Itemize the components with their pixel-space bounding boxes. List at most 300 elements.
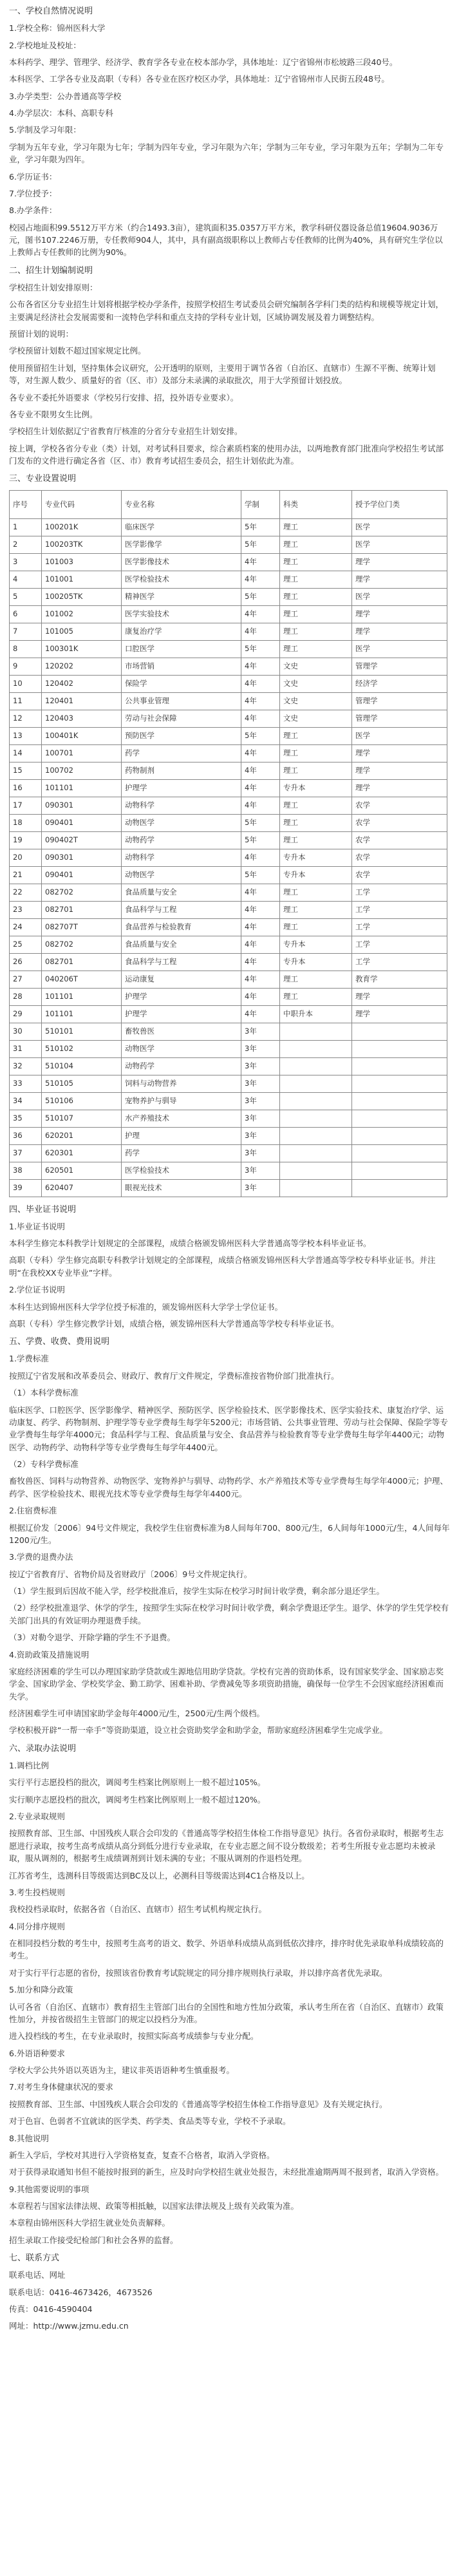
- table-cell: 4年: [241, 918, 280, 936]
- table-cell: 100301K: [42, 640, 122, 658]
- table-cell: 100205TK: [42, 588, 122, 605]
- table-cell: 畜牧兽医: [122, 1023, 241, 1040]
- table-cell: 食品科学与工程: [122, 953, 241, 971]
- paragraph: 本科生达到锦州医科大学学位授予标准的，颁发锦州医科大学学士学位证书。: [9, 1302, 283, 1312]
- paragraph: 对于获得录取通知书但不能按时报到的新生，应及时向学校招生就业处报告，未经批准逾期两周不报到者，取消入学资格。: [9, 2167, 444, 2177]
- table-cell: 水产养殖技术: [122, 1110, 241, 1127]
- table-cell: 农学: [352, 797, 447, 814]
- table-cell: 理工: [280, 536, 352, 553]
- table-cell: 理工: [280, 797, 352, 814]
- table-cell: 工学: [352, 953, 447, 971]
- table-cell: 公共事业管理: [122, 692, 241, 710]
- table-cell: 文史: [280, 658, 352, 675]
- table-row: [10, 692, 447, 710]
- table-cell: 4年: [241, 797, 280, 814]
- table-cell: 劳动与社会保障: [122, 710, 241, 727]
- majors-table: [9, 490, 447, 1197]
- paragraph: （2）经学校批准退学、休学的学生，按照学生实际在校学习时间计收学费，剩余学费退还学生。退学、休学的学生凭学校有关部门出具的有效证明办理退费手续。: [9, 1603, 449, 1625]
- paragraph: （1）学生报到后因故不能入学，经学校批准后，按学生实际在校学习时间计收学费，剩余部分退还学生。: [9, 1586, 384, 1596]
- table-cell: 20: [10, 849, 42, 866]
- section-heading: 三、专业设置说明: [9, 474, 77, 484]
- table-header-cell: 序号: [10, 490, 42, 518]
- table-cell: 医学检验技术: [122, 1162, 241, 1179]
- conditions-title: 8.办学条件：: [9, 205, 57, 216]
- table-row: [10, 1110, 447, 1127]
- table-cell: 5年: [241, 588, 280, 605]
- table-cell: 管理学: [352, 658, 447, 675]
- table-row: [10, 831, 447, 849]
- table-cell: 38: [10, 1162, 42, 1179]
- table-cell: 4年: [241, 988, 280, 1005]
- table-cell: 护理: [122, 1127, 241, 1144]
- section-certificates: [9, 1204, 450, 1331]
- table-cell: 24: [10, 918, 42, 936]
- table-row: [10, 727, 447, 744]
- table-row: [10, 553, 447, 571]
- table-cell: 理工: [280, 518, 352, 536]
- paragraph: 对于色盲、色弱者不宜就读的医学类、药学类、食品类等专业，学校不予录取。: [9, 2116, 291, 2126]
- table-cell: 理学: [352, 779, 447, 797]
- section-majors: [9, 473, 450, 1197]
- table-cell: 39: [10, 1179, 42, 1197]
- paragraph: 学校预留计划数不超过国家规定比例。: [9, 346, 146, 356]
- table-row: [10, 518, 447, 536]
- table-cell: 食品质量与安全: [122, 884, 241, 901]
- table-cell: 040206T: [42, 971, 122, 988]
- table-cell: 医学: [352, 640, 447, 658]
- table-cell: 医学: [352, 727, 447, 744]
- table-row: [10, 901, 447, 918]
- table-cell: 理学: [352, 1005, 447, 1023]
- table-cell: 理学: [352, 623, 447, 640]
- table-header-cell: 科类: [280, 490, 352, 518]
- table-cell: 工学: [352, 936, 447, 953]
- table-cell: 100702: [42, 762, 122, 779]
- table-cell: 082707T: [42, 918, 122, 936]
- table-cell: 4年: [241, 692, 280, 710]
- table-cell: 101101: [42, 779, 122, 797]
- table-cell: 090301: [42, 797, 122, 814]
- table-cell: 620201: [42, 1127, 122, 1144]
- paragraph: 高职（专科）学生修完教学计划，成绩合格，颁发锦州医科大学普通高等学校专科毕业证书。: [9, 1318, 339, 1329]
- subheading: 7.对考生身体健康状况的要求: [9, 2082, 113, 2092]
- paragraph: 使用预留招生计划，坚持集体会议研究，公开透明的原则，主要用于调节各省（自治区、直辖市）生源不平衡、统筹计划等，对生源人数少、质量好的省（区、市）及部分未录满的录取批次，用于大学预留计划投放。: [9, 363, 436, 386]
- length-text: 学制为五年专业，学习年限为七年；学制为四年专业，学习年限为六年；学制为三年专业，学习年限为五年；学制为二年专业，学习年限为四年。: [9, 142, 444, 165]
- table-cell: 理工: [280, 814, 352, 831]
- table-cell: 120402: [42, 675, 122, 692]
- table-cell: 3年: [241, 1023, 280, 1040]
- table-cell: 4年: [241, 553, 280, 571]
- table-cell: 医学: [352, 536, 447, 553]
- table-cell: 食品营养与检验教育: [122, 918, 241, 936]
- subheading: 1.调档比例: [9, 1760, 49, 1770]
- table-cell: 5年: [241, 866, 280, 884]
- subheading: 1.学费标准: [9, 1354, 49, 1364]
- table-cell: [280, 1023, 352, 1040]
- table-cell: 29: [10, 1005, 42, 1023]
- table-cell: 510104: [42, 1057, 122, 1075]
- subheading: 2.专业录取规则: [9, 1812, 65, 1822]
- table-cell: 3年: [241, 1092, 280, 1110]
- table-row: [10, 1057, 447, 1075]
- table-cell: 5年: [241, 831, 280, 849]
- table-cell: 28: [10, 988, 42, 1005]
- section-admission: [9, 1743, 450, 2246]
- table-cell: [352, 1040, 447, 1057]
- table-cell: 理工: [280, 918, 352, 936]
- table-cell: 理学: [352, 988, 447, 1005]
- contact-phone: 联系电话：0416-4673426，4673526: [9, 2287, 153, 2297]
- table-cell: 预防医学: [122, 727, 241, 744]
- table-cell: [280, 1144, 352, 1162]
- table-cell: 3年: [241, 1179, 280, 1197]
- table-cell: 4年: [241, 953, 280, 971]
- table-row: [10, 640, 447, 658]
- table-cell: 医学: [352, 588, 447, 605]
- table-cell: 农学: [352, 831, 447, 849]
- table-cell: 18: [10, 814, 42, 831]
- table-cell: [280, 1092, 352, 1110]
- address-text: 本科药学、理学、管理学、经济学、教育学各专业在校本部办学，具体地址：辽宁省锦州市松坡路三段40号。: [9, 57, 398, 67]
- table-cell: 9: [10, 658, 42, 675]
- degree-line: 6.学历证书：: [9, 171, 57, 182]
- table-cell: 4年: [241, 744, 280, 762]
- table-cell: 100201K: [42, 518, 122, 536]
- address-title: 2.学校地址及校址：: [9, 40, 81, 50]
- table-cell: 医学实验技术: [122, 605, 241, 623]
- paragraph: 实行平行志愿投档的批次，调阅考生档案比例原则上一般不超过105%。: [9, 1777, 266, 1788]
- section-plan: [9, 265, 450, 468]
- table-row: [10, 1075, 447, 1092]
- contact-website-link[interactable]: 网址：http://www.jzmu.edu.cn: [9, 2321, 129, 2331]
- table-cell: 13: [10, 727, 42, 744]
- table-cell: 101005: [42, 623, 122, 640]
- table-cell: 120403: [42, 710, 122, 727]
- table-cell: [280, 1057, 352, 1075]
- table-cell: 23: [10, 901, 42, 918]
- table-cell: 4年: [241, 849, 280, 866]
- table-cell: 文史: [280, 710, 352, 727]
- table-cell: 35: [10, 1110, 42, 1127]
- table-cell: 医学影像学: [122, 536, 241, 553]
- table-cell: [280, 1040, 352, 1057]
- table-header-cell: 授予学位门类: [352, 490, 447, 518]
- table-cell: 食品质量与安全: [122, 936, 241, 953]
- campus-text: 本科医学、工学各专业及高职（专科）各专业在医疗校区办学，具体地址：辽宁省锦州市人民街五段48号。: [9, 74, 389, 84]
- table-cell: [280, 1179, 352, 1197]
- table-row: [10, 658, 447, 675]
- table-cell: 32: [10, 1057, 42, 1075]
- table-cell: 15: [10, 762, 42, 779]
- table-row: [10, 536, 447, 553]
- table-cell: 14: [10, 744, 42, 762]
- subheading: 4.同分排序规则: [9, 1921, 65, 1931]
- paragraph: 进入投档线的考生，在专业录取时，按照实际高考成绩参与专业分配。: [9, 2031, 259, 2041]
- table-row: [10, 953, 447, 971]
- table-cell: 中职升本: [280, 1005, 352, 1023]
- table-cell: 3年: [241, 1162, 280, 1179]
- paragraph: 各专业不限男女生比例。: [9, 409, 98, 419]
- subheading: 9.其他需要说明的事项: [9, 2184, 89, 2194]
- table-cell: 4年: [241, 1005, 280, 1023]
- table-cell: 宠物养护与驯导: [122, 1092, 241, 1110]
- table-cell: 医学影像技术: [122, 553, 241, 571]
- table-cell: 工学: [352, 918, 447, 936]
- table-cell: 26: [10, 953, 42, 971]
- table-cell: 理工: [280, 744, 352, 762]
- table-cell: 4年: [241, 762, 280, 779]
- table-cell: 3年: [241, 1144, 280, 1162]
- table-cell: 文史: [280, 692, 352, 710]
- table-cell: 4年: [241, 571, 280, 588]
- table-cell: 3年: [241, 1127, 280, 1144]
- table-cell: 农学: [352, 866, 447, 884]
- table-cell: 护理学: [122, 1005, 241, 1023]
- table-row: [10, 623, 447, 640]
- table-cell: 27: [10, 971, 42, 988]
- table-row: [10, 849, 447, 866]
- table-cell: 101101: [42, 988, 122, 1005]
- table-cell: [352, 1075, 447, 1092]
- table-cell: 5年: [241, 727, 280, 744]
- table-cell: [352, 1162, 447, 1179]
- paragraph: 按上调，学校各省分专业（类）计划，对考试科目要求，综合素质档案的使用办法，以两地教育部门批准向学校招生考试部门发布的文件进行确定各省（区、市）教育考试招生委员会，招生计划依此为准。: [9, 443, 444, 466]
- table-row: [10, 1179, 447, 1197]
- school-name: 1.学校全称：锦州医科大学: [9, 23, 106, 33]
- table-cell: 理工: [280, 831, 352, 849]
- table-cell: 精神医学: [122, 588, 241, 605]
- table-cell: 3: [10, 553, 42, 571]
- table-cell: 理工: [280, 727, 352, 744]
- table-cell: 4年: [241, 884, 280, 901]
- paragraph: 新生入学后，学校对其进行入学资格复查，复查不合格者，取消入学资格。: [9, 2150, 275, 2160]
- table-cell: 教育学: [352, 971, 447, 988]
- table-cell: 7: [10, 623, 42, 640]
- table-cell: 4: [10, 571, 42, 588]
- table-cell: 管理学: [352, 710, 447, 727]
- table-cell: 090402T: [42, 831, 122, 849]
- table-cell: 理工: [280, 605, 352, 623]
- table-cell: 药物制剂: [122, 762, 241, 779]
- table-cell: 4年: [241, 658, 280, 675]
- table-cell: [352, 1144, 447, 1162]
- length-title: 5.学制及学习年限：: [9, 125, 81, 135]
- paragraph: 学校积极开辟“一帮一牵手”等资助渠道，设立社会资助奖学金和助学金，帮助家庭经济困难学生完成学业。: [9, 1725, 388, 1736]
- table-row: [10, 988, 447, 1005]
- section-heading: 四、毕业证书说明: [9, 1204, 77, 1215]
- table-cell: 口腔医学: [122, 640, 241, 658]
- paragraph: 公布各省区分专业招生计划将根据学校办学条件，按照学校招生考试委员会研究编制各学科门类的结构和规模等规定计划，主要满足经济社会发展需要和一流特色学科和重点支持的学科专业计划，区域协调发展及着力调整结构。: [9, 299, 444, 322]
- table-cell: 36: [10, 1127, 42, 1144]
- table-cell: 医学检验技术: [122, 571, 241, 588]
- paragraph: 在相同投档分数的考生中，按照考生高考的语文、数学、外语单科成绩从高到低依次排序，排序时优先录取单科成绩较高的考生。: [9, 1938, 444, 1961]
- table-cell: 090301: [42, 849, 122, 866]
- cert-line: 7.学位授予：: [9, 188, 57, 198]
- section-heading: 一、学校自然情况说明: [9, 6, 93, 16]
- table-cell: 护理学: [122, 988, 241, 1005]
- table-cell: 市场营销: [122, 658, 241, 675]
- table-cell: 农学: [352, 849, 447, 866]
- table-cell: 120202: [42, 658, 122, 675]
- table-cell: 100701: [42, 744, 122, 762]
- table-cell: 101001: [42, 571, 122, 588]
- table-cell: 临床医学: [122, 518, 241, 536]
- table-cell: 4年: [241, 901, 280, 918]
- subheading: 2.学位证书说明: [9, 1285, 65, 1295]
- table-cell: [280, 1162, 352, 1179]
- table-cell: 510106: [42, 1092, 122, 1110]
- table-cell: [352, 1092, 447, 1110]
- paragraph: 学校招生计划安排原则：: [9, 282, 98, 292]
- table-cell: 1: [10, 518, 42, 536]
- table-cell: 理工: [280, 901, 352, 918]
- table-row: [10, 675, 447, 692]
- table-cell: 3年: [241, 1057, 280, 1075]
- table-row: [10, 762, 447, 779]
- table-cell: 文史: [280, 675, 352, 692]
- table-row: [10, 1005, 447, 1023]
- table-cell: [280, 1127, 352, 1144]
- table-cell: 5年: [241, 518, 280, 536]
- paragraph: 各专业不委托外语要求（学校另行安排、招，投外语专业要求）。: [9, 392, 239, 402]
- table-cell: 3年: [241, 1040, 280, 1057]
- paragraph: 2.住宿费标准: [9, 1506, 57, 1516]
- paragraph: 本科学生修完本科教学计划规定的全部课程，成绩合格颁发锦州医科大学普通高等学校本科毕业证书。: [9, 1238, 371, 1249]
- table-cell: 090401: [42, 814, 122, 831]
- table-cell: 30: [10, 1023, 42, 1040]
- table-cell: 17: [10, 797, 42, 814]
- paragraph: 按辽宁省教育厅、省物价局及省财政厅〔2006〕9号文件规定执行。: [9, 1569, 252, 1579]
- table-row: [10, 797, 447, 814]
- section-contact: [9, 2252, 450, 2333]
- table-cell: 工学: [352, 884, 447, 901]
- table-header-row: [10, 490, 447, 518]
- table-cell: 25: [10, 936, 42, 953]
- table-row: [10, 936, 447, 953]
- table-cell: 专升本: [280, 849, 352, 866]
- paragraph: 按照教育部、卫生部、中国残疾人联合会印发的《普通高等学校招生体检工作指导意见》及有关规定执行。: [9, 2099, 388, 2109]
- table-cell: [352, 1127, 447, 1144]
- table-cell: 理工: [280, 553, 352, 571]
- section-heading: 二、招生计划编制说明: [9, 265, 93, 276]
- table-cell: 510107: [42, 1110, 122, 1127]
- table-cell: 101002: [42, 605, 122, 623]
- table-cell: 19: [10, 831, 42, 849]
- table-cell: 农学: [352, 814, 447, 831]
- paragraph: 预留计划的说明：: [9, 329, 74, 339]
- table-cell: 专升本: [280, 953, 352, 971]
- paragraph: 我校投档录取时，依据各省（自治区、直辖市）招生考试机构规定执行。: [9, 1904, 267, 1915]
- table-cell: 8: [10, 640, 42, 658]
- table-cell: 3年: [241, 1110, 280, 1127]
- table-cell: 22: [10, 884, 42, 901]
- table-cell: 101101: [42, 1005, 122, 1023]
- school-level: 4.办学层次：本科、高职专科: [9, 108, 113, 118]
- table-cell: 经济学: [352, 675, 447, 692]
- table-cell: 510102: [42, 1040, 122, 1057]
- table-cell: 理学: [352, 605, 447, 623]
- table-cell: 5年: [241, 536, 280, 553]
- section-fees: [9, 1336, 450, 1737]
- table-cell: 34: [10, 1092, 42, 1110]
- table-row: [10, 1162, 447, 1179]
- table-cell: 理工: [280, 988, 352, 1005]
- table-cell: 6: [10, 605, 42, 623]
- paragraph: （3）对勒令退学、开除学籍的学生不予退费。: [9, 1633, 175, 1643]
- table-cell: 食品科学与工程: [122, 901, 241, 918]
- table-cell: [352, 1023, 447, 1040]
- paragraph: 学校大学公共外语以英语为主，建议非英语语种考生慎重报考。: [9, 2065, 235, 2076]
- table-cell: 动物科学: [122, 849, 241, 866]
- table-cell: 理工: [280, 884, 352, 901]
- paragraph: 实行顺序志愿投档的批次，调阅考生档案比例原则上一般不超过120%。: [9, 1794, 266, 1804]
- table-cell: 4年: [241, 675, 280, 692]
- paragraph: 高职（专科）学生修完高职专科教学计划规定的全部课程，成绩合格颁发锦州医科大学普通高等学校专科毕业证书。并注明“在我校XX专业毕业”字样。: [9, 1255, 436, 1278]
- table-cell: 医学: [352, 518, 447, 536]
- table-cell: 21: [10, 866, 42, 884]
- table-cell: 2: [10, 536, 42, 553]
- table-cell: 5年: [241, 814, 280, 831]
- table-cell: 4年: [241, 605, 280, 623]
- table-header-cell: 学制: [241, 490, 280, 518]
- table-cell: 理工: [280, 571, 352, 588]
- table-cell: 专升本: [280, 936, 352, 953]
- table-cell: [352, 1110, 447, 1127]
- table-cell: 620407: [42, 1179, 122, 1197]
- table-cell: 3年: [241, 1075, 280, 1092]
- paragraph: 畜牧兽医、饲料与动物营养、动物医学、宠物养护与驯导、动物药学、水产养殖技术等专业学费每生每学年4000元；护理、药学、医学检验技术、眼视光技术等专业学费每生每学年4400元。: [9, 1476, 448, 1499]
- table-cell: 4年: [241, 779, 280, 797]
- table-cell: 动物科学: [122, 797, 241, 814]
- table-cell: 工学: [352, 901, 447, 918]
- section-heading: 六、录取办法说明: [9, 1743, 77, 1754]
- paragraph: 根据辽价发〔2006〕94号文件规定，我校学生住宿费标准为8人间每年700、800元/生，6人间每年1000元/生，4人间每年1200元/生。: [9, 1522, 450, 1545]
- table-row: [10, 571, 447, 588]
- table-row: [10, 1040, 447, 1057]
- paragraph: 经济困难学生可申请国家助学金每年4000元/生，2500元/生两个级档。: [9, 1709, 265, 1719]
- table-header-cell: 专业代码: [42, 490, 122, 518]
- table-cell: 090401: [42, 866, 122, 884]
- table-cell: 药学: [122, 1144, 241, 1162]
- table-cell: 理工: [280, 588, 352, 605]
- table-cell: 动物医学: [122, 866, 241, 884]
- table-cell: 100203TK: [42, 536, 122, 553]
- section-school-info: [9, 5, 450, 259]
- table-cell: 082702: [42, 936, 122, 953]
- table-cell: 理工: [280, 640, 352, 658]
- table-row: [10, 971, 447, 988]
- table-row: [10, 1127, 447, 1144]
- paragraph: 临床医学、口腔医学、医学影像学、精神医学、预防医学、医学检验技术、医学影像技术、医学实验技术、康复治疗学、运动康复、药学、药物制剂、护理学等专业学费每生每学年5200元；市场营销、公共事业管理、劳动与社会保障、保险学等专业学费每生每学年4000元；食品科学与工程、食品质量与安全、食品营养与检验教育等专业学费每生每学年4400元；动物医学、动物药学、动物科学等专业学费每生每学年4400元。: [9, 1405, 448, 1452]
- paragraph: 3.考生投档规则: [9, 1887, 65, 1897]
- contact-fax: 传真：0416-4590404: [9, 2304, 93, 2315]
- table-header-cell: 专业名称: [122, 490, 241, 518]
- conditions-text: 校园占地面积99.5512万平方米（约合1493.3亩），建筑面积35.0357万平方米，教学科研仪器设备总值19604.9036万元，图书107.2246万册，专任教师904人，其中，具有副高级职称以上教师占专任教师的比例为40%，具有研究生学位以上教师占专任教师的比例为90%。: [9, 222, 443, 258]
- table-cell: 康复治疗学: [122, 623, 241, 640]
- table-cell: [280, 1110, 352, 1127]
- table-cell: 理学: [352, 571, 447, 588]
- table-cell: 101003: [42, 553, 122, 571]
- table-cell: 31: [10, 1040, 42, 1057]
- section-heading: 五、学费、收费、费用说明: [9, 1337, 110, 1347]
- table-cell: 理工: [280, 971, 352, 988]
- table-cell: 120401: [42, 692, 122, 710]
- paragraph: 按照辽宁省发展和改革委员会、财政厅、教育厅文件规定，学费标准按省物价部门批准执行。: [9, 1370, 339, 1381]
- paragraph: 4.资助政策及措施说明: [9, 1649, 89, 1660]
- table-cell: 5年: [241, 640, 280, 658]
- table-row: [10, 1144, 447, 1162]
- table-cell: 4年: [241, 936, 280, 953]
